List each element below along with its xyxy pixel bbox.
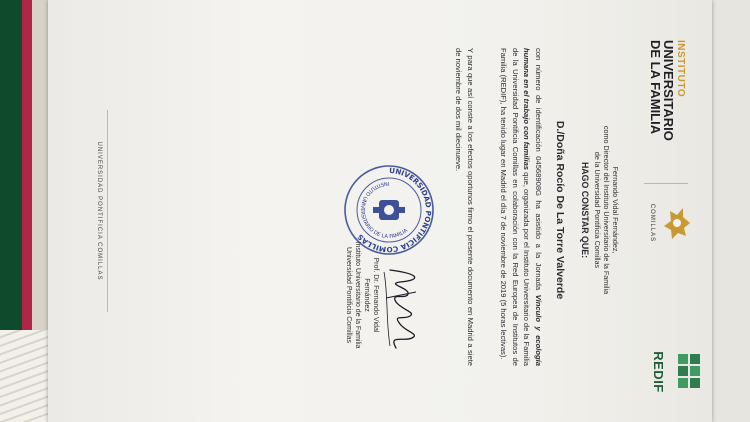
instituto-logo-line3: DE LA FAMILIA <box>648 40 663 135</box>
certificate-paper <box>48 0 712 422</box>
certificate-closing-paragraph: Y para que así conste a los efectos oportunos firmo el presente documento en Madrid a siete de noviembre de dos mil diecinueve. <box>454 48 475 366</box>
certificate-document <box>48 0 712 422</box>
hago-constar-heading: HAGO CONSTAR QUE: <box>580 161 590 259</box>
instituto-logo <box>649 40 686 190</box>
issuer-line3: de la Universidad Pontificia Comillas <box>593 151 602 269</box>
body-text-a: con número de identificación 04568908G ha asistido a la Jornada <box>534 48 543 295</box>
body-text-b: que, organizada por el Instituto Universitario de la Familia de la Universidad Pontificia Comillas en colaboración con la Red Europea de Institutos de Familia (REDIF), ha tenido lugar en Madrid el día 7 de noviembre de 2019 (5 horas lectivas). <box>499 48 532 366</box>
redif-logo-text: REDIF <box>651 351 666 393</box>
event-title: Vínculo y ecología humana en el trabajo con familias <box>522 48 543 367</box>
seal-inner-text: INSTITUTO UNIVERSITARIO DE LA FAMILIA <box>358 179 410 241</box>
comillas-crest-icon <box>662 206 692 240</box>
comillas-logo <box>649 192 692 254</box>
recipient-name: D./Doña Rocío De La Torre Valverde <box>554 120 566 300</box>
signatory-university: Universidad Pontificia Comillas <box>345 246 352 344</box>
comillas-logo-text: COMILLAS <box>649 203 655 243</box>
redif-logo <box>651 342 702 402</box>
footer-university-name: UNIVERSIDAD PONTIFICIA COMILLAS <box>96 141 102 281</box>
signatory-institute: Instituto Universitario de la Familia <box>354 241 361 349</box>
seal-outer-text: UNIVERSIDAD PONTIFICIA COMILLAS <box>355 165 434 255</box>
certificate-body-paragraph <box>498 48 544 366</box>
seal-crest-icon <box>373 200 405 220</box>
instituto-logo-line1: INSTITUTO <box>675 40 686 98</box>
logo-divider <box>644 183 688 184</box>
signatory-block <box>344 240 380 350</box>
signatory-name: Prof. Dr. Fernando Vidal Fernández <box>363 257 379 333</box>
issuer-line2: como Director del Instituto Universitario de la Familia <box>602 125 611 295</box>
issuer-header <box>593 60 620 360</box>
instituto-logo-line2: UNIVERSITARIO <box>661 40 676 141</box>
handwritten-signature <box>376 262 430 352</box>
desk-surface-right <box>712 0 750 422</box>
footer-rule <box>107 110 108 312</box>
issuer-line1: Fernando Vidal Fernández, <box>611 166 620 254</box>
redif-grid-icon <box>674 352 702 392</box>
